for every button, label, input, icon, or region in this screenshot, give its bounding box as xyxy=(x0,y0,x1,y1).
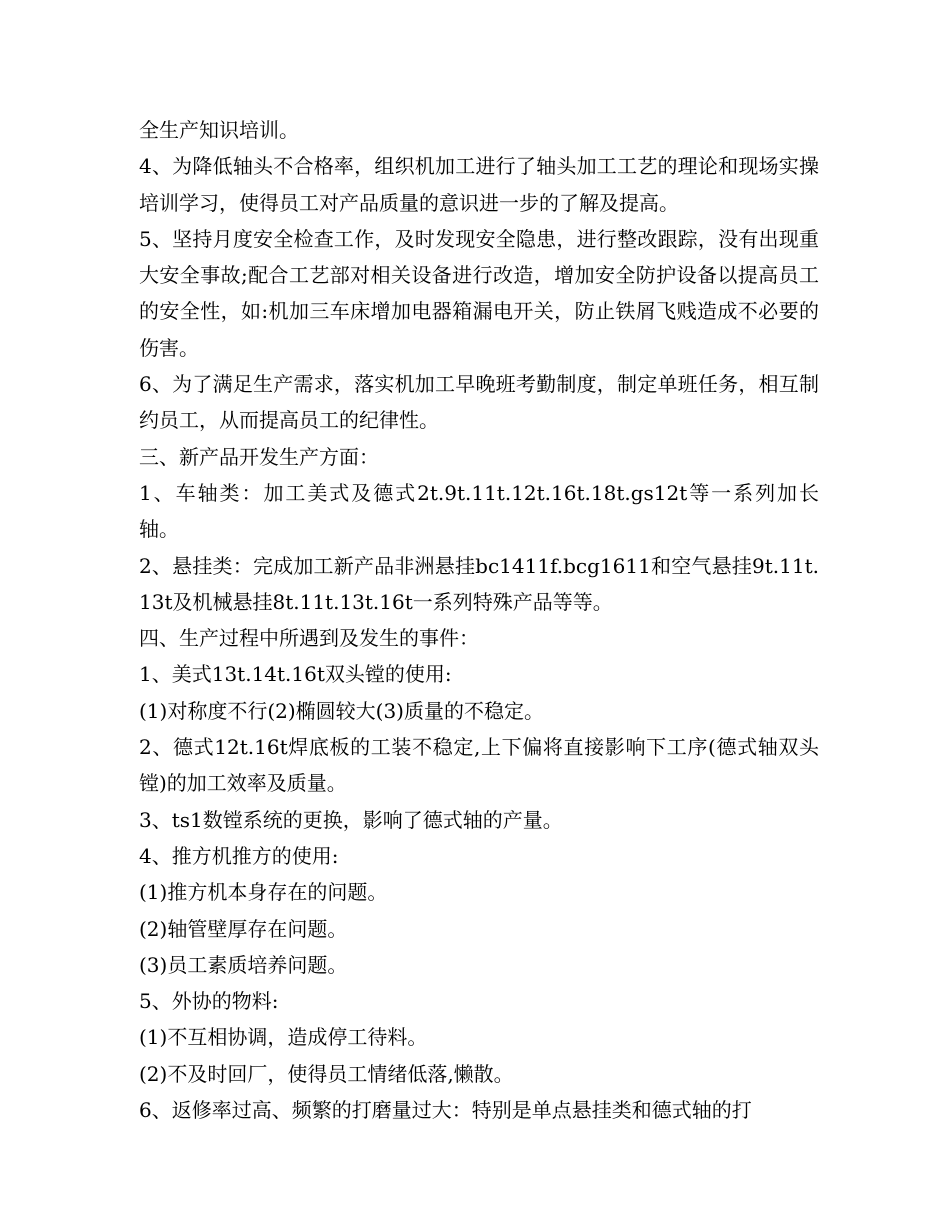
paragraph-8: (1)对称度不行(2)椭圆较大(3)质量的不稳定。 xyxy=(139,698,544,723)
paragraph-9: 2、德式12t.16t焊底板的工装不稳定,上下偏将直接影响下工序(德式轴双头镗)的加工效率及质量。 xyxy=(139,735,819,796)
section-heading-3: 三、新产品开发生产方面： xyxy=(139,444,379,469)
paragraph-3: 5、坚持月度安全检查工作，及时发现安全隐患，进行整改跟踪，没有出现重大安全事故;配合工艺部对相关设备进行改造，增加安全防护设备以提高员工的安全性，如:机加三车床增加电器箱漏电开关，防止铁屑飞贱造成不必要的伤害。 xyxy=(139,226,819,360)
document-body xyxy=(139,112,819,1128)
paragraph-11: 4、推方机推方的使用: xyxy=(139,843,339,868)
paragraph-17: (2)不及时回厂，使得员工情绪低落,懒散。 xyxy=(139,1061,514,1086)
paragraph-15: 5、外协的物料: xyxy=(139,989,279,1014)
paragraph-7: 1、美式13t.14t.16t双头镗的使用: xyxy=(139,662,452,687)
paragraph-13: (2)轴管壁厚存在问题。 xyxy=(139,916,348,941)
paragraph-12: (1)推方机本身存在的问题。 xyxy=(139,880,388,905)
paragraph-6: 2、悬挂类：完成加工新产品非洲悬挂bc1411f.bcg1611和空气悬挂9t.11t.13t及机械悬挂8t.11t.13t.16t一系列特殊产品等等。 xyxy=(139,553,819,614)
section-heading-4: 四、生产过程中所遇到及发生的事件： xyxy=(139,626,479,651)
paragraph-5: 1、车轴类：加工美式及德式2t.9t.11t.12t.16t.18t.gs12t等一系列加长轴。 xyxy=(139,480,819,542)
paragraph-1: 全生产知识培训。 xyxy=(139,118,299,142)
paragraph-18: 6、返修率过高、频繁的打磨量过大：特别是单点悬挂类和德式轴的打 xyxy=(139,1098,752,1123)
paragraph-10: 3、ts1数镗系统的更换，影响了德式轴的产量。 xyxy=(139,807,563,832)
paragraph-14: (3)员工素质培养问题。 xyxy=(139,952,348,977)
paragraph-2: 4、为降低轴头不合格率，组织机加工进行了轴头加工工艺的理论和现场实操培训学习，使得员工对产品质量的意识进一步的了解及提高。 xyxy=(139,154,819,215)
paragraph-16: (1)不互相协调，造成停工待料。 xyxy=(139,1025,428,1050)
paragraph-4: 6、为了满足生产需求，落实机加工早晚班考勤制度，制定单班任务，相互制约员工，从而提高员工的纪律性。 xyxy=(139,372,819,433)
